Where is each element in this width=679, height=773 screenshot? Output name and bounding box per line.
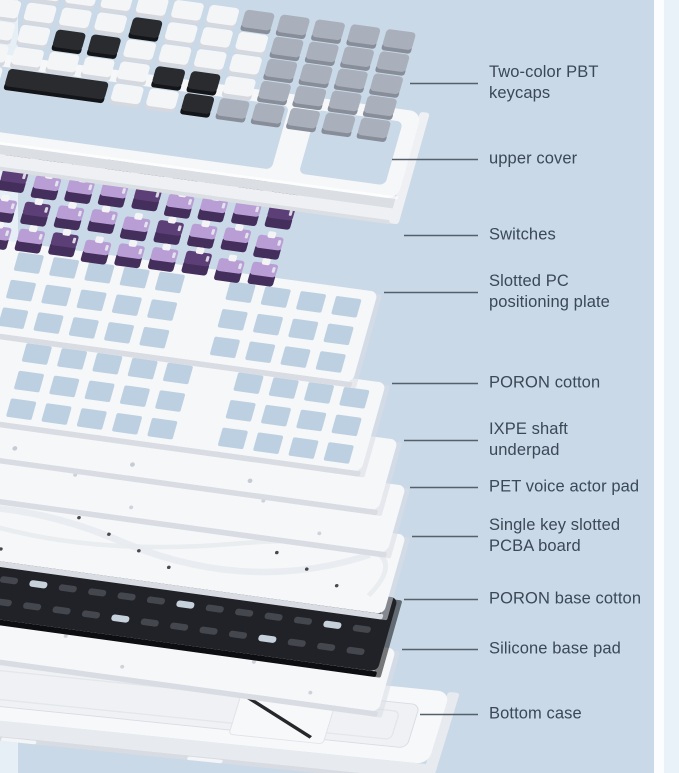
label-silicone-base-pad: Silicone base pad <box>489 639 621 658</box>
right-edge-strip <box>664 0 679 773</box>
label-ixpe-shaft-underpad: IXPE shaft underpad <box>489 420 568 459</box>
label-poron-cotton: PORON cotton <box>489 373 601 392</box>
label-poron-base-cotton: PORON base cotton <box>489 589 642 608</box>
label-upper-cover: upper cover <box>489 149 578 168</box>
label-two-color-pbt-keycaps: Two-color PBT keycaps <box>489 63 599 102</box>
label-pet-voice-actor-pad: PET voice actor pad <box>489 477 640 496</box>
label-single-key-slotted-pcba-board: Single key slotted PCBA board <box>489 516 621 555</box>
label-switches: Switches <box>489 225 556 244</box>
label-bottom-case: Bottom case <box>489 704 582 723</box>
right-edge-divider <box>654 0 664 773</box>
label-slotted-pc-positioning-plate: Slotted PC positioning plate <box>489 272 610 311</box>
